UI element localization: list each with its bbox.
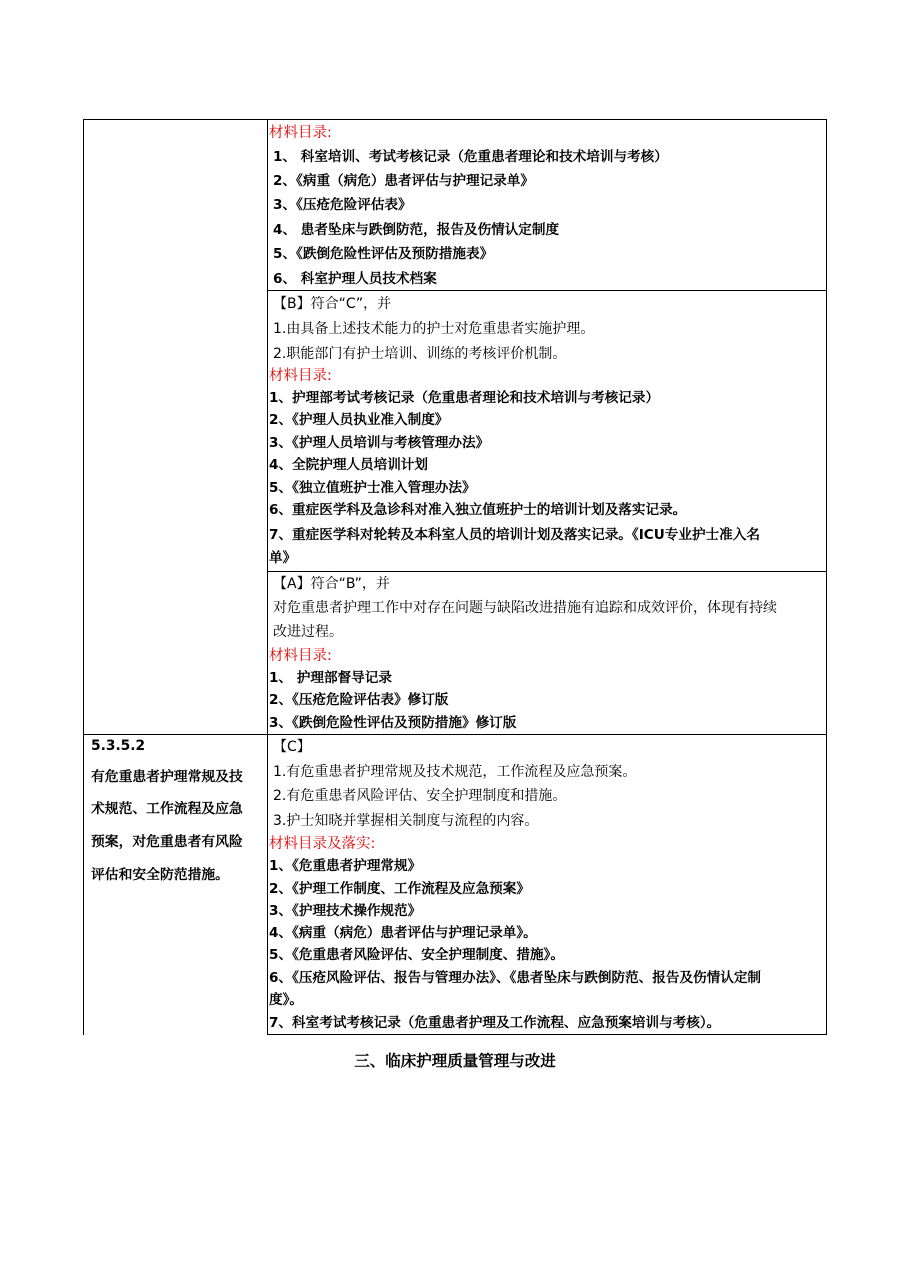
row4-material-item: 2、《护理工作制度、工作流程及应急预案》 — [269, 881, 530, 897]
section-title: 三、临床护理质量管理与改进 — [354, 1052, 556, 1070]
row2-material-item: 1、护理部考试考核记录（危重患者理论和技术培训与考核记录） — [269, 390, 660, 406]
row4-material-item: 5、《危重患者风险评估、安全护理制度、措施》。 — [269, 947, 564, 963]
row4-material-item: 7、科室考试考核记录（危重患者护理及工作流程、应急预案培训与考核）。 — [269, 1015, 721, 1031]
row1-material-item: 5、《跌倒危险性评估及预防措施表》 — [273, 246, 494, 262]
row2-materials-heading: 材料目录: — [269, 368, 332, 384]
table-outer-left-border — [83, 119, 84, 1035]
row2-material-item: 7、重症医学科对轮转及本科室人员的培训计划及落实记录。《ICU专业护士准入名 — [269, 527, 760, 543]
row4-material-item: 度》。 — [269, 992, 303, 1008]
row-divider-3 — [83, 734, 827, 735]
table-outer-right-border — [826, 119, 827, 1035]
row2-material-item: 6、重症医学科及急诊科对准入独立值班护士的培训计划及落实记录。 — [269, 502, 687, 518]
standard-code: 5.3.5.2 — [91, 738, 146, 754]
row4-materials-heading: 材料目录及落实: — [269, 836, 376, 852]
row3-material-item: 1、 护理部督导记录 — [269, 670, 392, 686]
row2-material-item: 单》 — [269, 550, 297, 566]
standard-text-line: 评估和安全防范措施。 — [91, 867, 229, 883]
row1-content-cell — [269, 121, 825, 289]
standard-text-line: 术规范、工作流程及应急 — [91, 801, 243, 817]
row3-materials-heading: 材料目录: — [269, 648, 332, 664]
standard-text-line: 有危重患者护理常规及技 — [91, 769, 243, 785]
row4-material-item: 3、《护理技术操作规范》 — [269, 903, 422, 919]
row2-material-item: 4、全院护理人员培训计划 — [269, 457, 428, 473]
standard-text-line: 预案，对危重患者有风险 — [91, 834, 243, 850]
row2-grade-label: 【B】符合“C”，并 — [273, 296, 392, 312]
row1-material-item: 3、《压疮危险评估表》 — [273, 197, 412, 213]
row3-material-item: 3、《跌倒危险性评估及预防措施》修订版 — [269, 715, 517, 731]
row1-material-item: 1、 科室培训、考试考核记录（危重患者理论和技术培训与考核） — [273, 149, 668, 165]
row4-requirement: 1.有危重患者护理常规及技术规范，工作流程及应急预案。 — [273, 764, 637, 780]
row1-materials-heading: 材料目录: — [269, 125, 332, 141]
row2-material-item: 5、《独立值班护士准入管理办法》 — [269, 480, 476, 496]
row3-requirement: 对危重患者护理工作中对存在问题与缺陷改进措施有追踪和成效评价，体现有持续 — [273, 600, 777, 616]
row2-material-item: 2、《护理人员执业准入制度》 — [269, 412, 449, 428]
row4-requirement: 2.有危重患者风险评估、安全护理制度和措施。 — [273, 788, 567, 804]
row3-grade-label: 【A】符合“B”，并 — [273, 576, 390, 592]
row4-material-item: 6、《压疮风险评估、报告与管理办法》、《患者坠床与跌倒防范、报告及伤情认定制 — [269, 970, 762, 986]
row4-grade-label: 【C】 — [273, 739, 311, 755]
row4-standard-cell — [91, 736, 267, 1034]
table-top-border — [83, 119, 827, 120]
row1-material-item: 6、 科室护理人员技术档案 — [273, 271, 437, 287]
row1-material-item: 2、《病重（病危）患者评估与护理记录单》 — [273, 173, 534, 189]
row4-material-item: 1、《危重患者护理常规》 — [269, 858, 422, 874]
row4-material-item: 4、《病重（病危）患者评估与护理记录单》。 — [269, 925, 537, 941]
row-divider-1 — [267, 290, 827, 291]
row2-material-item: 3、《护理人员培训与考核管理办法》 — [269, 435, 490, 451]
table-column-divider — [267, 119, 268, 1035]
row3-requirement: 改进过程。 — [273, 624, 343, 640]
row3-content-cell — [269, 573, 825, 733]
table-bottom-border — [267, 1034, 827, 1035]
row2-content-cell — [269, 292, 825, 570]
row4-requirement: 3.护士知晓并掌握相关制度与流程的内容。 — [273, 813, 539, 829]
row3-material-item: 2、《压疮危险评估表》修订版 — [269, 692, 449, 708]
row1-material-item: 4、 患者坠床与跌倒防范，报告及伤情认定制度 — [273, 222, 560, 238]
row2-requirement: 2.职能部门有护士培训、训练的考核评价机制。 — [273, 346, 567, 362]
row4-content-cell — [269, 736, 825, 1034]
row-divider-2 — [267, 571, 827, 572]
row2-requirement: 1.由具备上述技术能力的护士对危重患者实施护理。 — [273, 321, 595, 337]
